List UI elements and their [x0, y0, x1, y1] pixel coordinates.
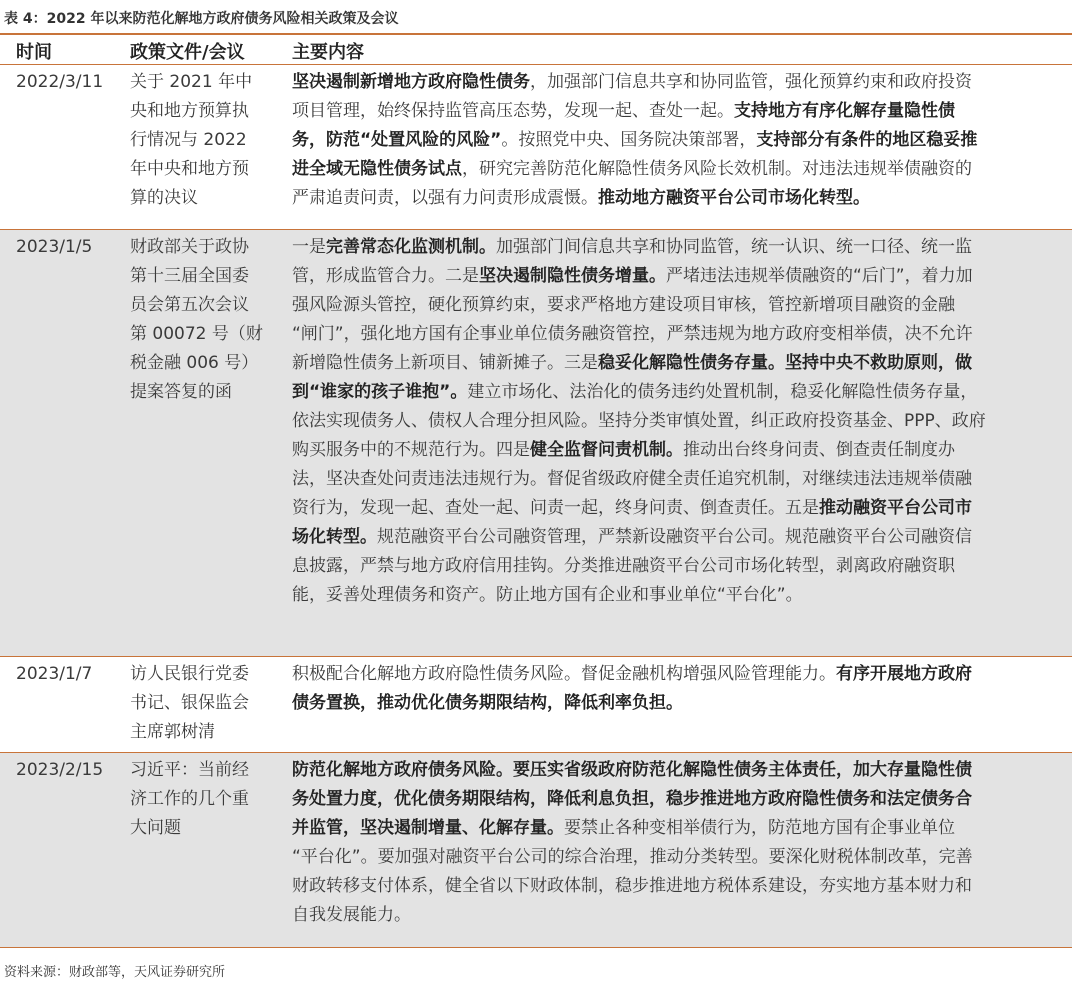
content-line — [292, 552, 1062, 581]
content-emphasis: 到“谁家的孩子谁抱”。 — [292, 382, 468, 402]
table-header — [0, 33, 1072, 65]
document-line: 大问题 — [130, 818, 181, 838]
table-body — [0, 65, 1072, 948]
content-line — [292, 184, 1062, 213]
content-line — [292, 68, 1062, 97]
content-emphasis: 并监管，坚决遏制增量、化解存量。 — [292, 818, 564, 838]
content-text: 息披露，严禁与地方政府信用挂钩。分类推进融资平台公司市场化转型，剥离政府融资职 — [292, 556, 955, 576]
content-emphasis: 推动融资平台公司市 — [819, 498, 972, 518]
document-line: 关于 2021 年中 — [130, 72, 253, 92]
document-line: 央和地方预算执 — [130, 101, 249, 121]
content-line — [292, 523, 1062, 552]
document-line: 年中央和地方预 — [130, 159, 249, 179]
content-emphasis: 坚决遏制新增地方政府隐性债务 — [292, 72, 530, 92]
content-line — [292, 689, 1062, 718]
content-text: 管，形成监管合力。二是 — [292, 266, 479, 286]
table-caption: 表 4：2022 年以来防范化解地方政府债务风险相关政策及会议 — [4, 11, 399, 27]
document-line: 主席郭树清 — [130, 722, 215, 742]
content-line — [292, 97, 1062, 126]
content-text: 购买服务中的不规范行为。四是 — [292, 440, 530, 460]
header-content: 主要内容 — [292, 42, 364, 63]
content-line — [292, 581, 1062, 610]
row-date: 2023/1/7 — [16, 664, 93, 684]
content-line — [292, 407, 1062, 436]
content-text: 新增隐性债务上新项目、铺新摊子。三是 — [292, 353, 598, 373]
content-line — [292, 155, 1062, 184]
content-text: 要禁止各种变相举债行为，防范地方国有企事业单位 — [564, 818, 955, 838]
content-emphasis: 完善常态化监测机制。 — [326, 237, 496, 257]
document-line: 访人民银行党委 — [130, 664, 249, 684]
document-line: 第 00072 号（财 — [130, 324, 263, 344]
content-text: 财政转移支付体系，健全省以下财政体制，稳步推进地方税体系建设，夯实地方基本财力和 — [292, 876, 972, 896]
content-line — [292, 233, 1062, 262]
document-line: 第十三届全国委 — [130, 266, 249, 286]
content-emphasis: 务处置力度，优化债务期限结构，降低利息负担，稳步推进地方政府隐性债务和法定债务合 — [292, 789, 972, 809]
content-text: 推动出台终身问责、倒查责任制度办 — [683, 440, 955, 460]
content-line — [292, 320, 1062, 349]
table-row — [0, 230, 1072, 657]
row-content — [292, 68, 1062, 213]
content-line — [292, 126, 1062, 155]
row-date: 2022/3/11 — [16, 72, 104, 92]
content-line — [292, 349, 1062, 378]
row-date: 2023/1/5 — [16, 237, 93, 257]
content-text: 能，妥善处理债务和资产。防止地方国有企业和事业单位“平台化”。 — [292, 585, 803, 605]
document-line: 算的决议 — [130, 188, 198, 208]
content-emphasis: 支持部分有条件的地区稳妥推 — [756, 130, 978, 150]
document-line: 书记、银保监会 — [130, 693, 249, 713]
content-text: 积极配合化解地方政府隐性债务风险。督促金融机构增强风险管理能力。 — [292, 664, 836, 684]
table-row — [0, 65, 1072, 230]
document-line: 济工作的几个重 — [130, 789, 249, 809]
content-line — [292, 872, 1062, 901]
content-line — [292, 465, 1062, 494]
content-emphasis: 坚决遏制隐性债务增量。 — [479, 266, 666, 286]
content-line — [292, 843, 1062, 872]
content-text: 严肃追责问责，以强有力问责形成震慑。 — [292, 188, 598, 208]
content-text: 建立市场化、法治化的债务违约处置机制，稳妥化解隐性债务存量， — [467, 382, 978, 402]
content-text: 规范融资平台公司融资管理，严禁新设融资平台公司。规范融资平台公司融资信 — [377, 527, 972, 547]
content-emphasis: 债务置换，推动优化债务期限结构，降低利率负担。 — [292, 693, 683, 713]
content-text: 资行为，发现一起、查处一起、问责一起，终身问责、倒查责任。五是 — [292, 498, 819, 518]
content-line — [292, 660, 1062, 689]
content-emphasis: 健全监督问责机制。 — [530, 440, 683, 460]
document-line: 行情况与 2022 — [130, 130, 247, 150]
row-date: 2023/2/15 — [16, 760, 104, 780]
content-line — [292, 291, 1062, 320]
row-content — [292, 756, 1062, 930]
content-text: “闸门”，强化地方国有企事业单位债务融资管控，严禁违规为地方政府变相举债，决不允许 — [292, 324, 973, 344]
table-row — [0, 753, 1072, 948]
content-emphasis: 稳妥化解隐性债务存量。坚持中央不救助原则，做 — [598, 353, 972, 373]
content-text: ，加强部门信息共享和协同监管，强化预算约束和政府投资 — [530, 72, 972, 92]
content-emphasis: 进全域无隐性债务试点 — [292, 159, 462, 179]
row-document — [130, 233, 270, 407]
content-text: 自我发展能力。 — [292, 905, 411, 925]
content-emphasis: 支持地方有序化解存量隐性债 — [734, 101, 955, 121]
document-line: 提案答复的函 — [130, 382, 232, 402]
content-text: 。按照党中央、国务院决策部署， — [501, 130, 757, 150]
row-document — [130, 756, 270, 843]
content-line — [292, 814, 1062, 843]
content-line — [292, 785, 1062, 814]
content-line — [292, 494, 1062, 523]
content-line — [292, 378, 1062, 407]
content-emphasis: 有序开展地方政府 — [836, 664, 972, 684]
content-emphasis: 务，防范“处置风险的风险” — [292, 130, 502, 150]
content-line — [292, 756, 1062, 785]
content-line — [292, 436, 1062, 465]
content-emphasis: 场化转型。 — [292, 527, 377, 547]
source-note: 资料来源：财政部等，天风证券研究所 — [4, 965, 226, 980]
content-text: 项目管理，始终保持监管高压态势，发现一起、查处一起。 — [292, 101, 734, 121]
content-text: 强风险源头管控，硬化预算约束，要求严格地方建设项目审核，管控新增项目融资的金融 — [292, 295, 955, 315]
header-date: 时间 — [16, 42, 52, 63]
document-line: 税金融 006 号） — [130, 353, 259, 373]
content-text: 法，坚决查处问责违法违规行为。督促省级政府健全责任追究机制，对继续违法违规举债融 — [292, 469, 972, 489]
header-doc: 政策文件/会议 — [130, 42, 245, 63]
content-emphasis: 推动地方融资平台公司市场化转型。 — [598, 188, 870, 208]
table-row — [0, 657, 1072, 753]
content-line — [292, 901, 1062, 930]
content-line — [292, 262, 1062, 291]
row-content — [292, 660, 1062, 718]
document-line: 财政部关于政协 — [130, 237, 249, 257]
content-text: 加强部门间信息共享和协同监管，统一认识、统一口径、统一监 — [496, 237, 972, 257]
content-text: “平台化”。要加强对融资平台公司的综合治理，推动分类转型。要深化财税体制改革，完善 — [292, 847, 973, 867]
content-text: 依法实现债务人、债权人合理分担风险。坚持分类审慎处置，纠正政府投资基金、PPP、政府 — [292, 411, 986, 431]
row-document — [130, 660, 270, 747]
content-text: 一是 — [292, 237, 326, 257]
content-emphasis: 防范化解地方政府债务风险。要压实省级政府防范化解隐性债务主体责任，加大存量隐性债 — [292, 760, 972, 780]
content-text: 严堵违法违规举债融资的“后门”，着力加 — [666, 266, 973, 286]
row-document — [130, 68, 270, 213]
content-text: ，研究完善防范化解隐性债务风险长效机制。对违法违规举债融资的 — [462, 159, 972, 179]
row-content — [292, 233, 1062, 610]
document-line: 习近平：当前经 — [130, 760, 249, 780]
document-line: 员会第五次会议 — [130, 295, 249, 315]
